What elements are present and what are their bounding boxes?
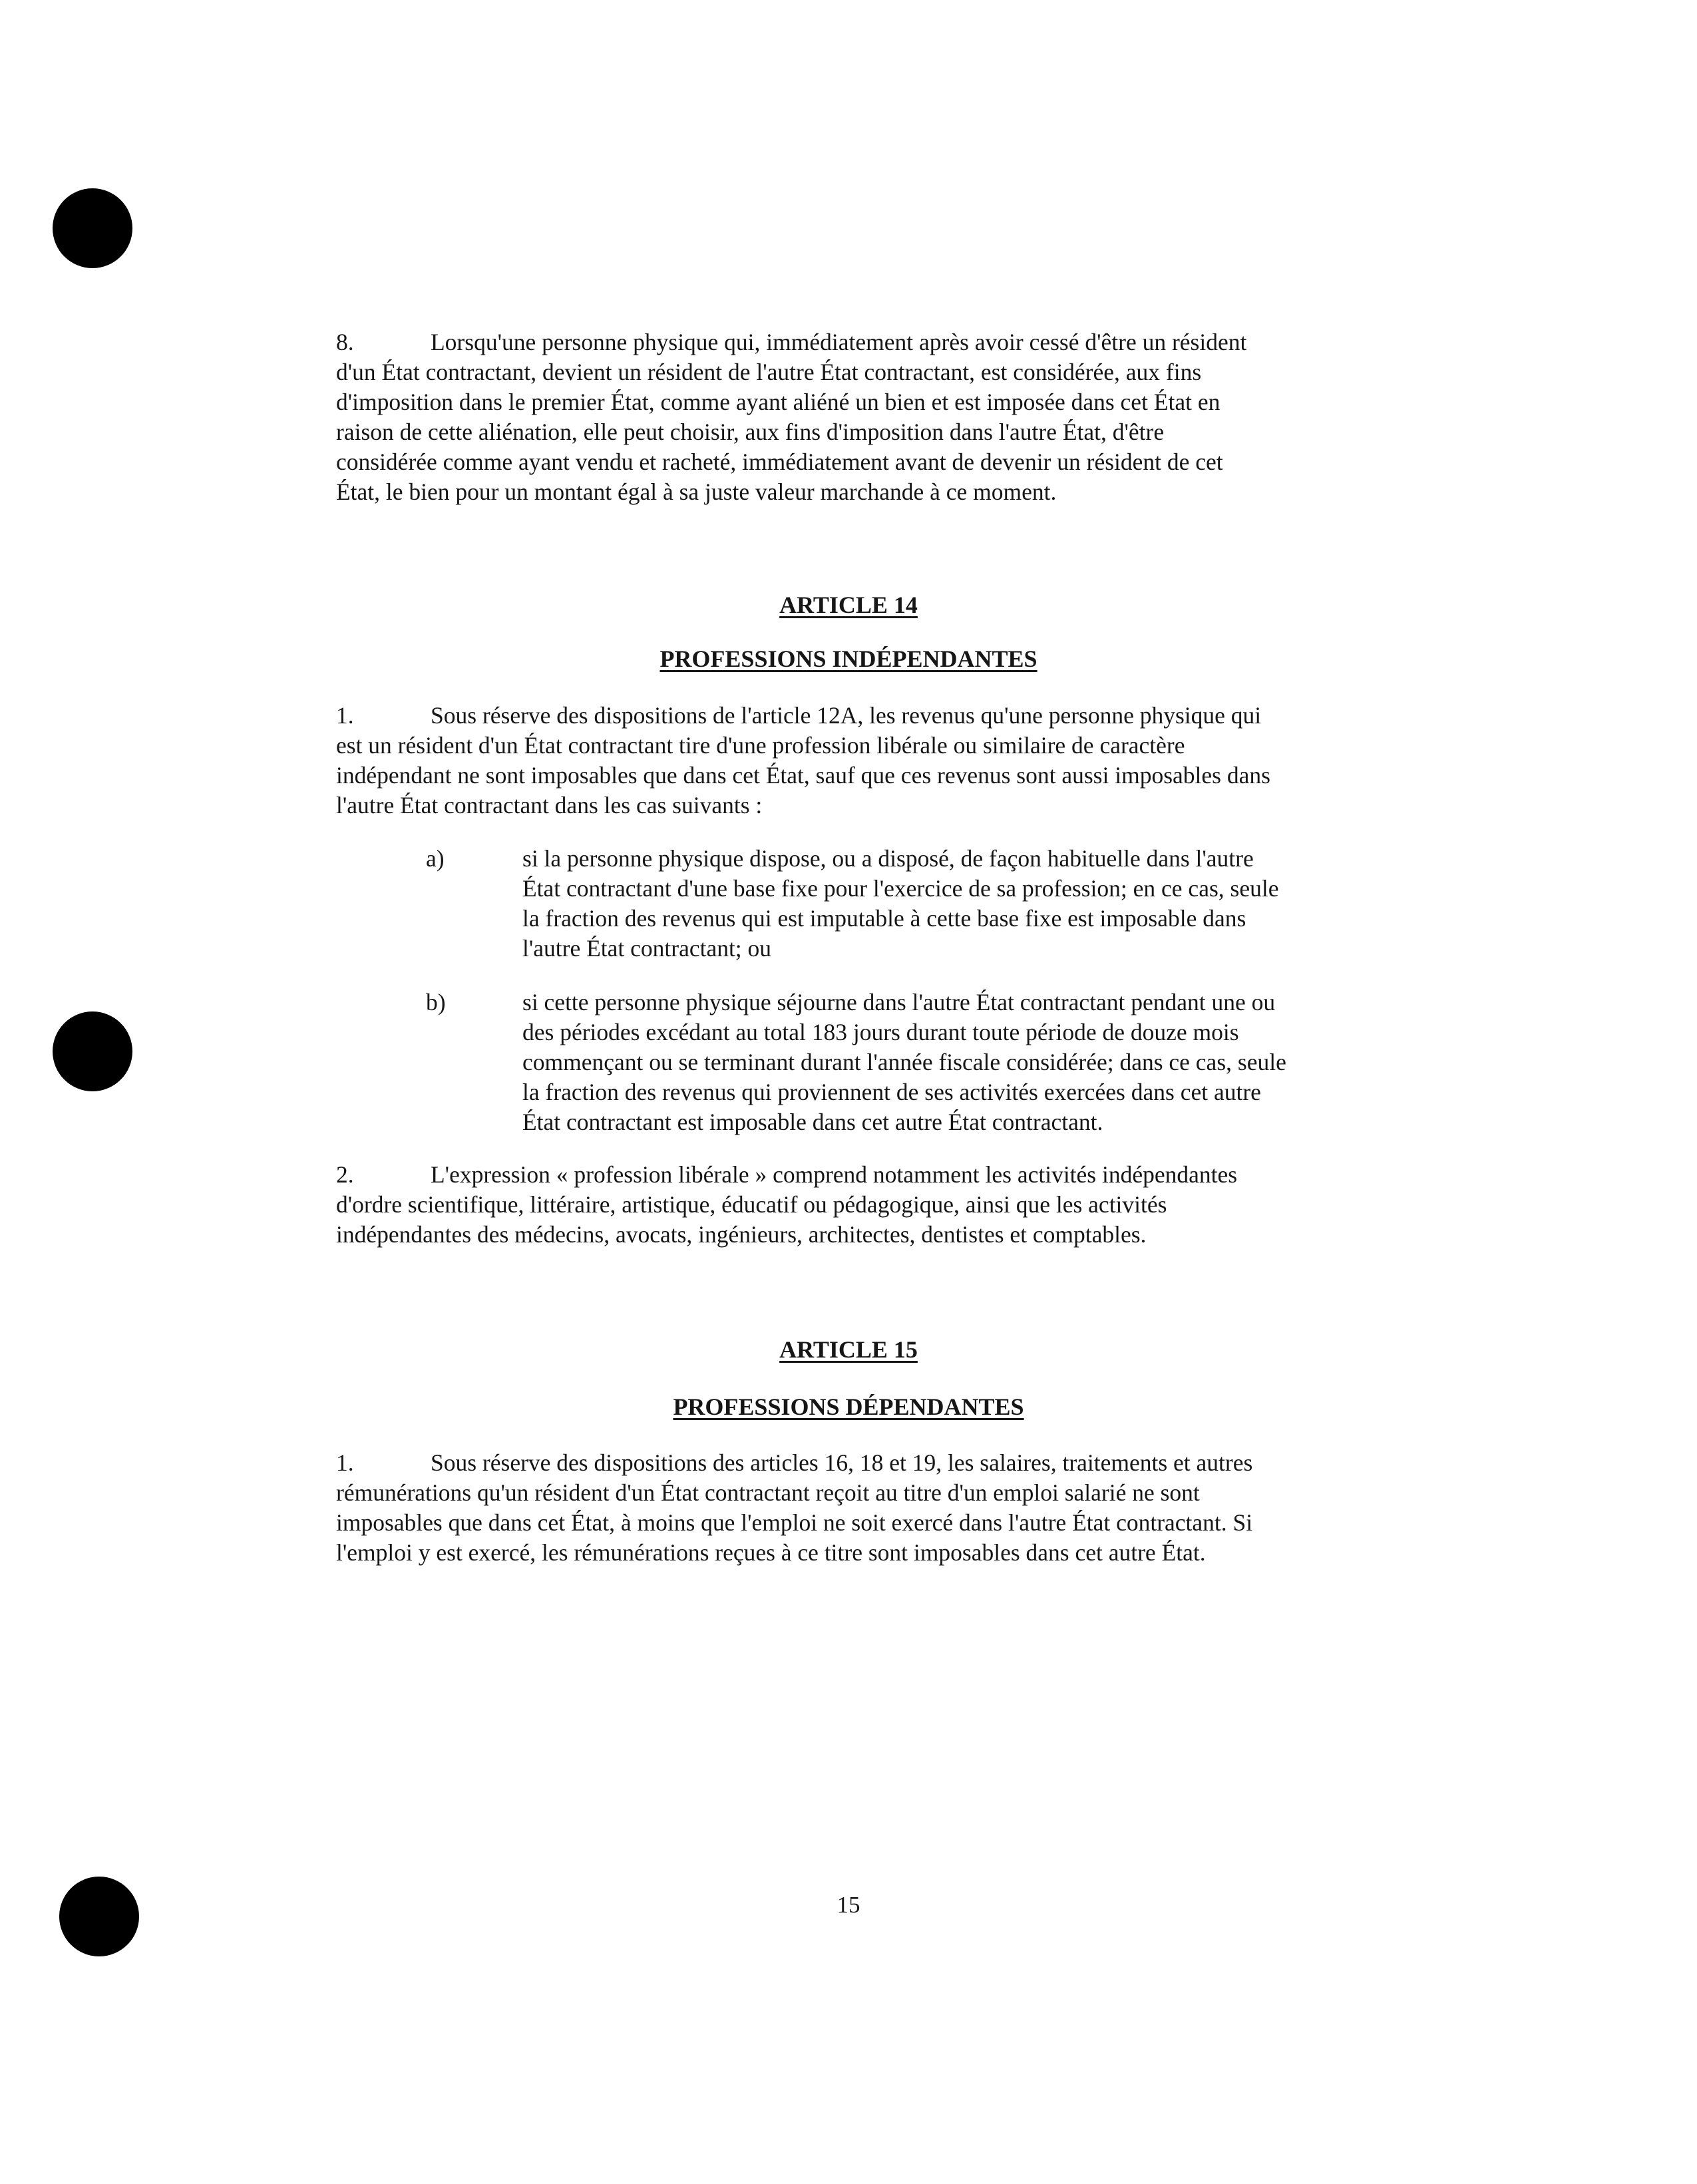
item-text	[522, 988, 1286, 1137]
binder-hole-middle	[53, 1011, 132, 1091]
paragraph-line	[336, 327, 1388, 357]
paragraph-line: d'ordre scientifique, littéraire, artistique, éducatif ou pédagogique, ainsi que les activités	[336, 1191, 1167, 1218]
article-subtitle-text: PROFESSIONS DÉPENDANTES	[673, 1393, 1024, 1420]
paragraph-line: imposables que dans cet État, à moins que l'emploi ne soit exercé dans l'autre État contractant. Si	[336, 1509, 1253, 1536]
item-letter: b)	[426, 989, 446, 1015]
paragraph-line: indépendantes des médecins, avocats, ingénieurs, architectes, dentistes et comptables.	[336, 1221, 1147, 1248]
item-line: la fraction des revenus qui est imputable à cette base fixe est imposable dans	[522, 905, 1246, 932]
paragraph-8	[336, 327, 1388, 507]
item-line: État contractant est imposable dans cet autre État contractant.	[522, 1109, 1103, 1135]
page-number: 15	[837, 1892, 860, 1918]
paragraph-line: indépendant ne sont imposables que dans cet État, sauf que ces revenus sont aussi imposables dans	[336, 762, 1270, 789]
paragraph-line: raison de cette aliénation, elle peut choisir, aux fins d'imposition dans l'autre État, d'être	[336, 419, 1165, 445]
paragraph-text: Sous réserve des dispositions de l'article 12A, les revenus qu'une personne physique qui	[431, 702, 1262, 729]
item-line: si la personne physique dispose, ou a disposé, de façon habituelle dans l'autre	[522, 845, 1254, 872]
paragraph-number: 8.	[336, 329, 354, 355]
article-14-subtitle	[0, 644, 1697, 674]
item-line: des périodes excédant au total 183 jours durant toute période de douze mois	[522, 1019, 1239, 1045]
paragraph-line: l'emploi y est exercé, les rémunérations reçues à ce titre sont imposables dans cet autre État.	[336, 1539, 1206, 1566]
paragraph-text: L'expression « profession libérale » comprend notamment les activités indépendantes	[431, 1161, 1238, 1188]
article-14-paragraph-1	[336, 701, 1388, 820]
article-15-subtitle	[0, 1392, 1697, 1422]
paragraph-line: d'imposition dans le premier État, comme ayant aliéné un bien et est imposée dans cet État en	[336, 389, 1221, 415]
article-15-title	[0, 1335, 1697, 1365]
paragraph-text: Sous réserve des dispositions des articles 16, 18 et 19, les salaires, traitements et autres	[431, 1449, 1253, 1476]
item-line: si cette personne physique séjourne dans l'autre État contractant pendant une ou	[522, 989, 1276, 1015]
article-15-paragraph-1	[336, 1448, 1388, 1568]
paragraph-line: considérée comme ayant vendu et racheté, immédiatement avant de devenir un résident de cet	[336, 449, 1223, 475]
item-line: État contractant d'une base fixe pour l'exercice de sa profession; en ce cas, seule	[522, 875, 1279, 902]
paragraph-line: État, le bien pour un montant égal à sa juste valeur marchande à ce moment.	[336, 478, 1057, 505]
item-text	[522, 844, 1278, 964]
item-line: commençant ou se terminant durant l'année fiscale considérée; dans ce cas, seule	[522, 1049, 1286, 1075]
article-title-text: ARTICLE 15	[779, 1336, 918, 1363]
item-letter: a)	[426, 845, 445, 872]
paragraph-line	[336, 1160, 1388, 1190]
article-14-title	[0, 590, 1697, 620]
paragraph-text: Lorsqu'une personne physique qui, immédiatement après avoir cessé d'être un résident	[431, 329, 1247, 355]
paragraph-line: l'autre État contractant dans les cas suivants :	[336, 792, 763, 819]
paragraph-line	[336, 701, 1388, 731]
article-subtitle-text: PROFESSIONS INDÉPENDANTES	[660, 645, 1037, 672]
item-line: l'autre État contractant; ou	[522, 935, 772, 962]
binder-hole-top	[53, 188, 132, 268]
paragraph-number: 2.	[336, 1161, 354, 1188]
paragraph-number: 1.	[336, 1449, 354, 1476]
article-title-text: ARTICLE 14	[779, 592, 918, 618]
article-14-paragraph-2	[336, 1160, 1388, 1250]
paragraph-line	[336, 1448, 1388, 1478]
item-line: la fraction des revenus qui proviennent de ses activités exercées dans cet autre	[522, 1079, 1261, 1105]
paragraph-line: rémunérations qu'un résident d'un État contractant reçoit au titre d'un emploi salarié ne sont	[336, 1479, 1200, 1506]
paragraph-line: est un résident d'un État contractant tire d'une profession libérale ou similaire de caractère	[336, 732, 1185, 759]
paragraph-number: 1.	[336, 702, 354, 729]
paragraph-line: d'un État contractant, devient un résident de l'autre État contractant, est considérée, aux fins	[336, 359, 1202, 385]
